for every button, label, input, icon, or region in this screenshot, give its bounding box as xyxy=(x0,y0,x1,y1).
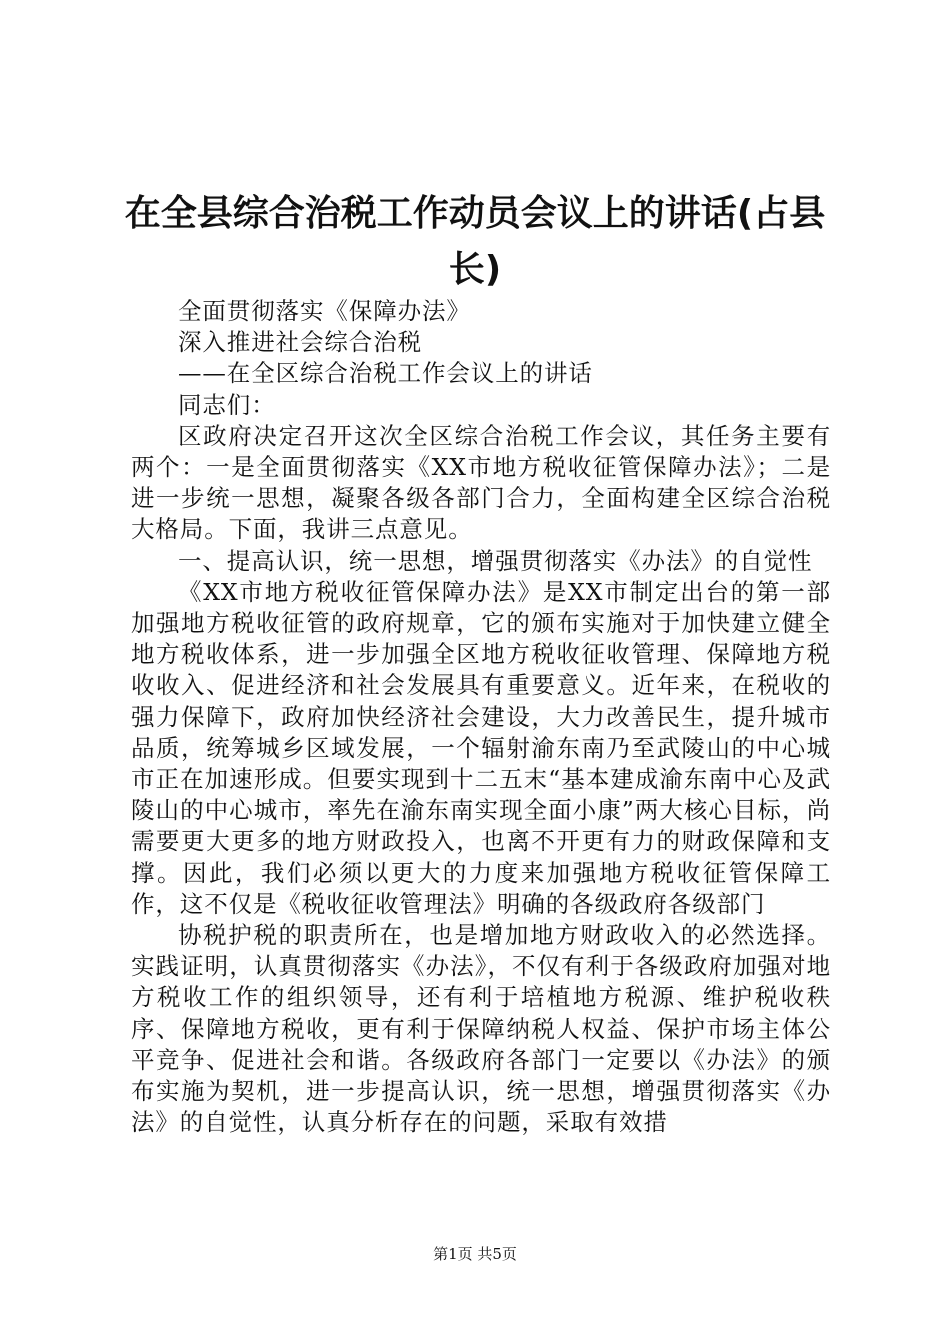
subtitle-line-1: 全面贯彻落实《保障办法》 xyxy=(178,297,471,325)
subtitle-line-2: 深入推进社会综合治税 xyxy=(178,328,422,357)
paragraph-intro: 区政府决定召开这次全区综合治税工作会议，其任务主要有两个：一是全面贯彻落实《XX市地方税收征管保障办法》；二是进一步统一思想，凝聚各级各部门合力，全面构建全区综合治税大格局。下面，我讲三点意见。 xyxy=(131,421,831,544)
salutation: 同志们： xyxy=(178,390,276,419)
subtitle-line-3: ——在全区综合治税工作会议上的讲话 xyxy=(178,359,593,388)
paragraph-section-1-b: 协税护税的职责所在，也是增加地方财政收入的必然选择。实践证明，认真贯彻落实《办法》，不仅有利于各级政府加强对地方税收工作的组织领导，还有利于培植地方税源、维护税收秩序、保障地方税收，更有利于保障纳税人权益、保护市场主体公平竞争、促进社会和谐。各级政府各部门一定要以《办法》的颁布实施为契机，进一步提高认识，统一思想，增强贯彻落实《办法》的自觉性，认真分析存在的问题，采取有效措 xyxy=(131,921,831,1137)
document-body xyxy=(131,296,831,1138)
section-heading-1: 一、提高认识，统一思想，增强贯彻落实《办法》的自觉性 xyxy=(178,546,813,575)
page-footer: 第1页 共5页 xyxy=(433,1245,517,1263)
document-title: 在全县综合治税工作动员会议上的讲话(占县长) xyxy=(124,193,826,290)
paragraph-section-1-a: 《XX市地方税收征管保障办法》是XX市制定出台的第一部加强地方税收征管的政府规章，它的颁布实施对于加快建立健全地方税收体系，进一步加强全区地方税收征收管理、保障地方税收收入、促进经济和社会发展具有重要意义。近年来，在税收的强力保障下，政府加快经济社会建设，大力改善民生，提升城市品质，统筹城乡区域发展，一个辐射渝东南乃至武陵山的中心城市正在加速形成。但要实现到十二五末“基本建成渝东南中心及武陵山的中心城市，率先在渝东南实现全面小康”两大核心目标，尚需要更大更多的地方财政投入，也离不开更有力的财政保障和支撑。因此，我们必须以更大的力度来加强地方税收征管保障工作，这不仅是《税收征收管理法》明确的各级政府各级部门 xyxy=(131,577,831,918)
